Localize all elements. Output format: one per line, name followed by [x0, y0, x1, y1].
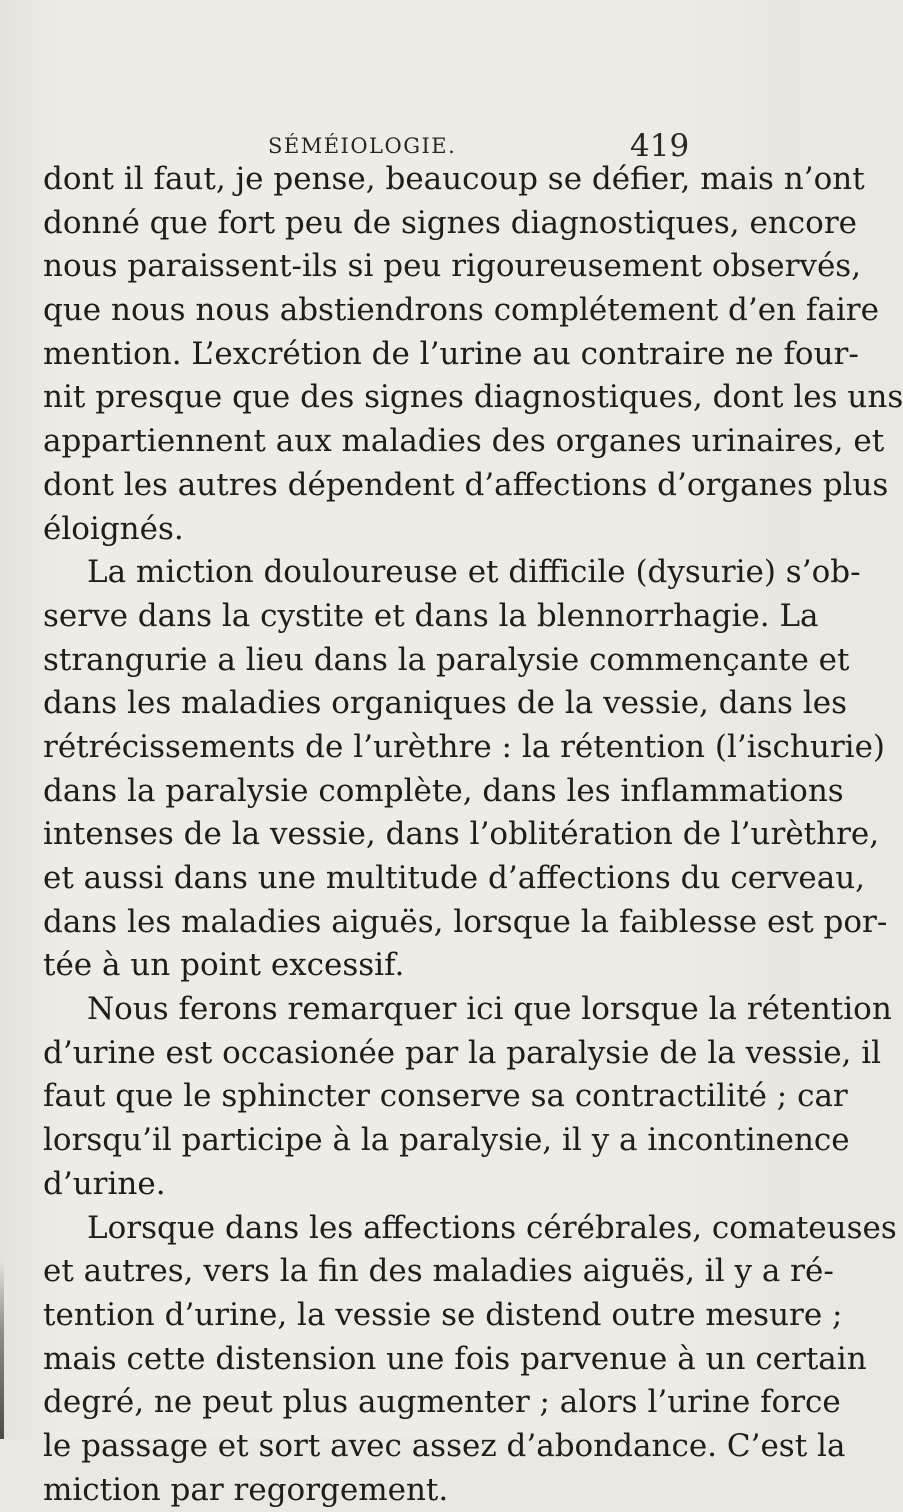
page-number: 419 — [630, 128, 690, 164]
paragraph-first-line: La miction douloureuse et difficile (dysurie) s’ob- — [87, 554, 861, 591]
text-line: faut que le sphincter conserve sa contractilité ; car — [43, 1078, 848, 1115]
text-line: d’urine est occasionée par la paralysie de la vessie, il — [43, 1034, 882, 1071]
text-line: et autres, vers la fin des maladies aiguës, il y a ré- — [43, 1253, 834, 1290]
text-line: mention. L’excrétion de l’urine au contraire ne four- — [43, 335, 859, 372]
text-line: dont il faut, je pense, beaucoup se défier, mais n’ont — [43, 161, 865, 197]
text-line: et aussi dans une multitude d’affections du cerveau, — [43, 860, 866, 896]
text-line: tention d’urine, la vessie se distend outre mesure ; — [43, 1296, 843, 1333]
text-line: strangurie a lieu dans la paralysie commençante et — [43, 641, 850, 678]
text-line: lorsqu’il participe à la paralysie, il y a incontinence — [43, 1122, 850, 1159]
text-line: nit presque que des signes diagnostiques, dont les uns — [43, 379, 903, 416]
text-line: rétrécissements de l’urèthre : la rétention (l’ischurie) — [43, 728, 886, 765]
text-line: dans les maladies aiguës, lorsque la faiblesse est por- — [43, 903, 888, 940]
paragraph-first-line: Lorsque dans les affections cérébrales, comateuses — [87, 1209, 897, 1246]
body-text — [43, 158, 903, 1512]
text-line: intenses de la vessie, dans l’oblitération de l’urèthre, — [43, 816, 880, 853]
text-line: dans les maladies organiques de la vessie, dans les — [43, 685, 847, 722]
text-line: donné que fort peu de signes diagnostiques, encore — [43, 204, 857, 241]
text-line: dans la paralysie complète, dans les inflammations — [43, 772, 844, 809]
text-line: que nous nous abstiendrons complétement d’en faire — [43, 292, 879, 329]
text-line: d’urine. — [43, 1165, 166, 1202]
text-line: nous paraissent-ils si peu rigoureusement observés, — [43, 248, 862, 285]
text-line: serve dans la cystite et dans la blennorrhagie. La — [43, 597, 819, 634]
text-line: miction par regorgement. — [43, 1471, 449, 1508]
text-line: dont les autres dépendent d’affections d’organes plus — [43, 466, 889, 503]
text-line: le passage et sort avec assez d’abondance. C’est la — [43, 1427, 846, 1464]
text-line: mais cette distension une fois parvenue à un certain — [43, 1340, 867, 1377]
text-line: appartiennent aux maladies des organes urinaires, et — [43, 423, 885, 460]
text-line: degré, ne peut plus augmenter ; alors l’urine force — [43, 1384, 841, 1421]
text-line: tée à un point excessif. — [43, 947, 405, 984]
page-edge-shadow — [0, 1260, 4, 1439]
text-line: éloignés. — [43, 510, 184, 547]
running-title: SÉMÉIOLOGIE. — [268, 134, 457, 158]
paragraph-first-line: Nous ferons remarquer ici que lorsque la rétention — [87, 991, 892, 1028]
